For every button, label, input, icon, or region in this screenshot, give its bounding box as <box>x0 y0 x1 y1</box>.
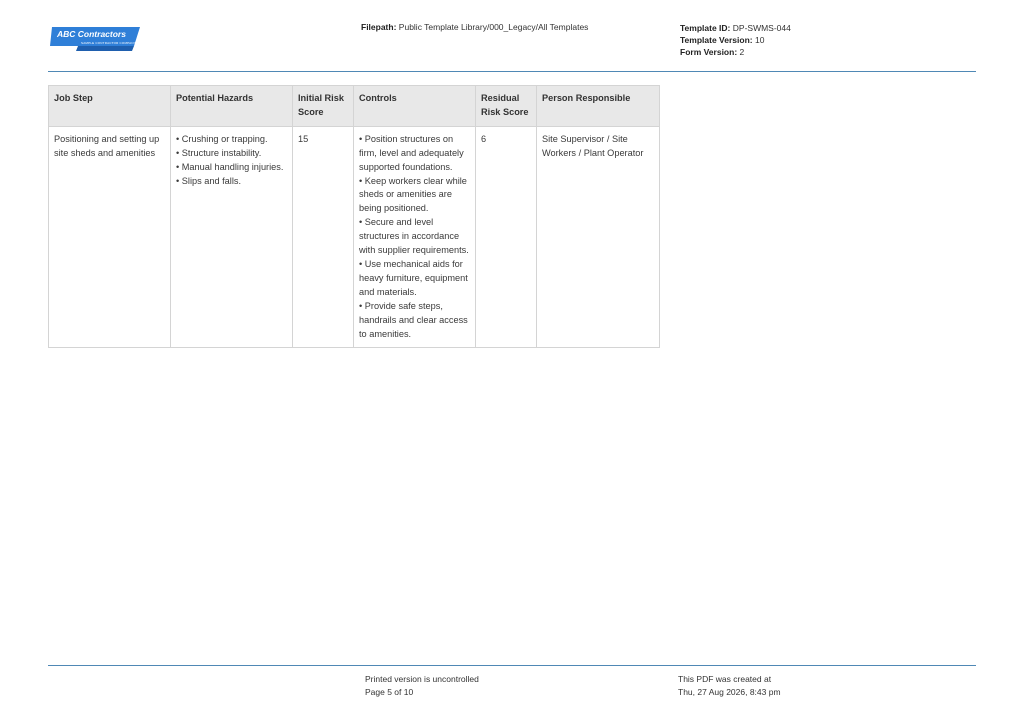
cell-person-responsible: Site Supervisor / Site Workers / Plant Operator <box>537 126 660 348</box>
footer-divider <box>48 665 976 666</box>
form-version-value: 2 <box>739 47 745 58</box>
footer-created-info <box>678 673 781 698</box>
header-person-responsible: Person Responsible <box>537 86 660 127</box>
footer-print-info <box>365 673 479 698</box>
filepath-value: Public Template Library/000_Legacy/All Templates <box>398 22 589 32</box>
cell-controls <box>354 126 476 348</box>
control-item: • Use mechanical aids for heavy furniture, equipment and materials. <box>359 258 468 297</box>
filepath <box>361 22 588 32</box>
created-label: This PDF was created at <box>678 674 772 684</box>
hazard-item: • Structure instability. <box>176 147 262 158</box>
filepath-label: Filepath: <box>361 22 397 32</box>
header-divider <box>48 71 976 72</box>
control-item: • Keep workers clear while sheds or amenities are being positioned. <box>359 175 467 214</box>
template-version <box>680 34 791 46</box>
company-logo <box>48 26 140 52</box>
template-id <box>680 22 791 34</box>
uncontrolled-notice: Printed version is uncontrolled <box>365 674 479 684</box>
template-version-label: Template Version: <box>680 35 753 46</box>
template-id-value: DP-SWMS-044 <box>732 23 791 33</box>
header-potential-hazards: Potential Hazards <box>171 86 293 127</box>
logo-tagline: SAMPLE CONTRACTOR COMPANY <box>81 41 136 45</box>
table-header-row <box>49 86 660 127</box>
header-controls: Controls <box>354 86 476 127</box>
template-id-label: Template ID: <box>680 23 731 33</box>
control-item: • Secure and level structures in accordance with supplier requirements. <box>359 217 469 256</box>
swms-table <box>48 85 660 348</box>
created-timestamp: Thu, 27 Aug 2026, 8:43 pm <box>678 686 781 697</box>
form-version <box>680 46 791 58</box>
header-residual-risk-score: Residual Risk Score <box>476 86 537 127</box>
cell-initial-risk-score: 15 <box>293 126 354 348</box>
control-item: • Provide safe steps, handrails and clear access to amenities. <box>359 300 468 339</box>
form-version-label: Form Version: <box>680 47 738 58</box>
cell-residual-risk-score: 6 <box>476 126 537 348</box>
template-meta <box>680 22 791 59</box>
table-row <box>49 126 660 348</box>
hazard-item: • Slips and falls. <box>176 175 242 186</box>
header-job-step: Job Step <box>49 86 171 127</box>
hazard-item: • Manual handling injuries. <box>176 161 284 172</box>
header-initial-risk-score: Initial Risk Score <box>293 86 354 127</box>
hazard-item: • Crushing or trapping. <box>176 133 268 144</box>
template-version-value: 10 <box>754 35 765 46</box>
cell-job-step: Positioning and setting up site sheds and amenities <box>49 126 171 348</box>
page-number: Page 5 of 10 <box>365 686 414 697</box>
logo-name: ABC Contractors <box>57 29 126 39</box>
cell-potential-hazards <box>171 126 293 348</box>
control-item: • Position structures on firm, level and adequately supported foundations. <box>359 133 464 172</box>
